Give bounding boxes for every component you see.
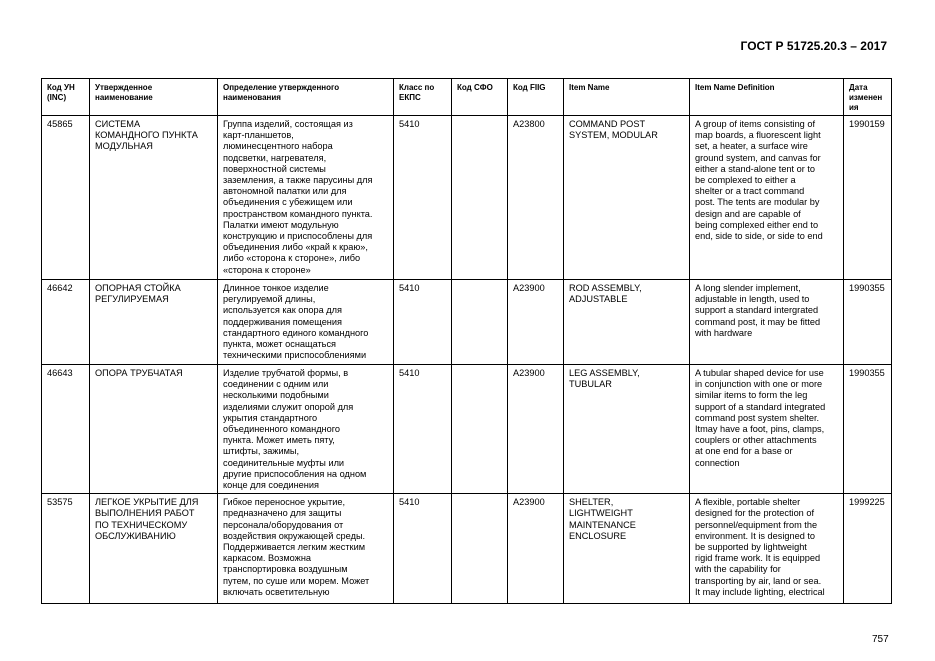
header-item-name: Item Name [564,79,690,116]
cell-code: 46643 [42,365,90,494]
cell-item-name: SHELTER, LIGHTWEIGHT MAINTENANCE ENCLOSURE [564,494,690,604]
cell-fiig-code: A23800 [508,116,564,280]
header-code-un: Код УН (INC) [42,79,90,116]
cell-change-date: 1990355 [844,365,892,494]
header-fiig-code: Код FIIG [508,79,564,116]
cell-approved-name: ОПОРА ТРУБЧАТАЯ [90,365,218,494]
cell-sfo-code [452,280,508,365]
table-header-row [42,79,892,116]
cell-approved-name: ОПОРНАЯ СТОЙКА РЕГУЛИРУЕМАЯ [90,280,218,365]
cell-fiig-code: A23900 [508,494,564,604]
header-ekps-class: Класс по ЕКПС [394,79,452,116]
table-row [42,494,892,604]
cell-code: 45865 [42,116,90,280]
cell-code: 46642 [42,280,90,365]
cell-definition: Группа изделий, состоящая из карт-планшетов, люминесцентного набора подсветки, нагревателя, поверхностной системы заземления, а также парусины для автономной палатки или для объединения с убежищем или пространством командного пункта. Палатки имеют модульную конструкцию и приспособлены для объединения либо «край к краю», либо «сторона к стороне», либо «сторона к стороне» [218,116,394,280]
cell-definition: Изделие трубчатой формы, в соединении с одним или несколькими подобными изделиями служит опорой для укрытия стандартного объединенного командного пункта. Может иметь пяту, штифты, зажимы, соединительные муфты или другие приспособления на одном конце для соединения [218,365,394,494]
document-title: ГОСТ Р 51725.20.3 – 2017 [740,39,887,53]
cell-change-date: 1990355 [844,280,892,365]
table-row [42,365,892,494]
item-table [41,78,892,604]
page-number: 757 [872,634,889,645]
cell-definition: Гибкое переносное укрытие, предназначено для защиты персонала/оборудования от воздействия окружающей среды. Поддерживается легким жестким каркасом. Возможна транспортировка воздушным путем, по суше или морем. Может включать осветительную [218,494,394,604]
table-row [42,280,892,365]
cell-item-name: LEG ASSEMBLY, TUBULAR [564,365,690,494]
cell-ekps-class: 5410 [394,494,452,604]
cell-item-name: COMMAND POST SYSTEM, MODULAR [564,116,690,280]
header-sfo-code: Код СФО [452,79,508,116]
cell-approved-name: СИСТЕМА КОМАНДНОГО ПУНКТА МОДУЛЬНАЯ [90,116,218,280]
cell-item-name-definition: A long slender implement, adjustable in length, used to support a standard intergrated command post, it may be fitted with hardware [690,280,844,365]
cell-item-name-definition: A group of items consisting of map boards, a fluorescent light set, a heater, a surface wire ground system, and canvas for either a stand-alone tent or to be complexed to either a shelter or a tract command post. The tents are modular by design and are capable of being complexed either end to end, side to side, or side to end [690,116,844,280]
cell-sfo-code [452,116,508,280]
cell-change-date: 1999225 [844,494,892,604]
cell-ekps-class: 5410 [394,116,452,280]
cell-ekps-class: 5410 [394,365,452,494]
header-approved-name: Утвержденное наименование [90,79,218,116]
cell-item-name: ROD ASSEMBLY, ADJUSTABLE [564,280,690,365]
header-item-name-definition: Item Name Definition [690,79,844,116]
cell-definition: Длинное тонкое изделие регулируемой длины, используется как опора для поддерживания помещения стандартного единого командного пункта, может оснащаться техническими приспособлениями [218,280,394,365]
header-change-date: Дата изменения [844,79,892,116]
cell-ekps-class: 5410 [394,280,452,365]
table-row [42,116,892,280]
cell-sfo-code [452,365,508,494]
cell-item-name-definition: A flexible, portable shelter designed for the protection of personnel/equipment from the environment. It is designed to be supported by lightweight rigid frame work. It is equipped with the capability for transporting by air, land or sea. It may include lighting, electrical [690,494,844,604]
header-definition: Определение утвержденного наименования [218,79,394,116]
cell-approved-name: ЛЕГКОЕ УКРЫТИЕ ДЛЯ ВЫПОЛНЕНИЯ РАБОТ ПО ТЕХНИЧЕСКОМУ ОБСЛУЖИВАНИЮ [90,494,218,604]
cell-fiig-code: A23900 [508,280,564,365]
cell-item-name-definition: A tubular shaped device for use in conjunction with one or more similar items to form the leg support of a standard integrated command post system shelter. Itmay have a foot, pins, clamps, couplers or other attachments at one end for a base or connection [690,365,844,494]
cell-sfo-code [452,494,508,604]
cell-code: 53575 [42,494,90,604]
cell-fiig-code: A23900 [508,365,564,494]
cell-change-date: 1990159 [844,116,892,280]
